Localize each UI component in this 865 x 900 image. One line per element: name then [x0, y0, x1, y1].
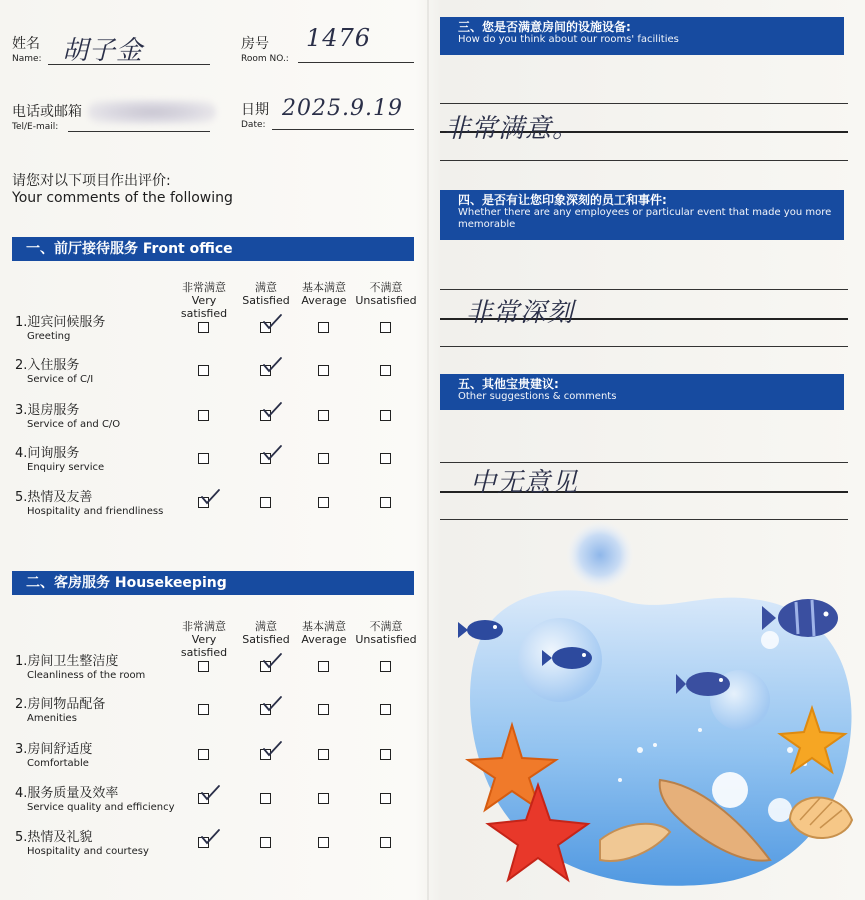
date-field-value[interactable]: 2025.9.19: [282, 96, 403, 121]
column-label-en: Unsatisfied: [355, 633, 417, 646]
rating-checkbox[interactable]: [380, 704, 391, 715]
column-label-cn: 满意: [255, 281, 277, 294]
checkmark-icon: [261, 444, 283, 462]
other-suggestions-answer[interactable]: 中无意见: [470, 468, 579, 498]
date-label: 日期: [241, 102, 269, 118]
rating-checkbox[interactable]: [260, 497, 271, 508]
rating-checkbox[interactable]: [318, 837, 329, 848]
rating-checkbox[interactable]: [318, 661, 329, 672]
row-label-cn: 4.服务质量及效率: [15, 786, 119, 801]
contact-label-en: Tel/E-mail:: [12, 122, 59, 132]
row-label-en: Amenities: [27, 713, 77, 724]
column-label-en: Unsatisfied: [355, 294, 417, 307]
contact-label: 电话或邮箱: [12, 104, 82, 120]
row-label-en: Comfortable: [27, 758, 89, 769]
column-label-en: Satisfied: [242, 633, 290, 646]
rating-checkbox[interactable]: [318, 749, 329, 760]
room-label: 房号: [241, 36, 269, 52]
housekeeping-column-header: [349, 620, 423, 646]
room-underline: [298, 62, 414, 63]
ocean-seashells-starfish-fish-icon: [440, 520, 865, 900]
rating-checkbox[interactable]: [318, 704, 329, 715]
memorable-line-1: [440, 289, 848, 290]
date-underline: [272, 129, 414, 130]
row-label-en: Greeting: [27, 331, 71, 342]
row-label-en: Service of and C/O: [27, 419, 121, 430]
facilities-line-1: [440, 103, 848, 104]
row-label-cn: 4.问询服务: [15, 446, 80, 461]
rating-checkbox[interactable]: [318, 365, 329, 376]
row-label-cn: 3.房间舒适度: [15, 742, 93, 757]
checkmark-icon: [261, 401, 283, 419]
rating-checkbox[interactable]: [198, 365, 209, 376]
memorable-answer[interactable]: 非常深刻: [466, 298, 575, 328]
row-label-cn: 1.房间卫生整洁度: [15, 654, 119, 669]
checkmark-icon: [261, 313, 283, 331]
checkmark-icon: [199, 828, 221, 846]
rating-checkbox[interactable]: [260, 837, 271, 848]
row-label-cn: 5.热情及友善: [15, 490, 93, 505]
row-label-cn: 3.退房服务: [15, 403, 80, 418]
column-label-cn: 满意: [255, 620, 277, 633]
rating-checkbox[interactable]: [380, 497, 391, 508]
column-label-cn: 基本满意: [302, 281, 346, 294]
column-label-cn: 基本满意: [302, 620, 346, 633]
rating-checkbox[interactable]: [318, 322, 329, 333]
checkmark-icon: [199, 488, 221, 506]
column-label-cn: 非常满意: [182, 620, 226, 633]
rating-checkbox[interactable]: [318, 793, 329, 804]
facilities-header: [440, 17, 844, 55]
rating-checkbox[interactable]: [380, 749, 391, 760]
rating-checkbox[interactable]: [260, 793, 271, 804]
page-fold: [427, 0, 429, 900]
front-office-column-header: [349, 281, 423, 307]
other-suggestions-subtitle: Other suggestions & comments: [458, 391, 617, 402]
rating-checkbox[interactable]: [318, 497, 329, 508]
checkmark-icon: [261, 356, 283, 374]
row-label-en: Cleanliness of the room: [27, 670, 146, 681]
rating-checkbox[interactable]: [198, 410, 209, 421]
front-office-header: [12, 237, 414, 261]
rating-checkbox[interactable]: [380, 365, 391, 376]
checkmark-icon: [261, 740, 283, 758]
row-label-cn: 2.入住服务: [15, 358, 80, 373]
memorable-line-3: [440, 346, 848, 347]
facilities-subtitle: How do you think about our rooms' facilities: [458, 34, 679, 45]
checkmark-icon: [261, 695, 283, 713]
rating-checkbox[interactable]: [380, 837, 391, 848]
rating-checkbox[interactable]: [380, 410, 391, 421]
column-label-cn: 不满意: [369, 281, 403, 294]
rating-checkbox[interactable]: [380, 322, 391, 333]
checkmark-icon: [261, 652, 283, 670]
rating-checkbox[interactable]: [198, 661, 209, 672]
column-label-en: Average: [301, 294, 347, 307]
date-label-en: Date:: [241, 120, 266, 130]
room-field-value[interactable]: 1476: [306, 24, 372, 52]
facilities-line-3: [440, 160, 848, 161]
column-label-en: Average: [301, 633, 347, 646]
row-label-cn: 2.房间物品配备: [15, 697, 106, 712]
other-suggestions-header: [440, 374, 844, 410]
row-label-en: Hospitality and friendliness: [27, 506, 164, 517]
row-label-en: Hospitality and courtesy: [27, 846, 149, 857]
intro-text: 请您对以下项目作出评价:: [12, 173, 171, 189]
rating-checkbox[interactable]: [198, 322, 209, 333]
column-label-cn: 非常满意: [182, 281, 226, 294]
facilities-title: 三、您是否满意房间的设施设备:: [458, 20, 631, 34]
contact-redacted-value[interactable]: [88, 100, 216, 124]
column-label-cn: 不满意: [369, 620, 403, 633]
memorable-header: [440, 190, 844, 240]
name-label: 姓名: [12, 36, 40, 52]
memorable-subtitle: Whether there are any employees or particular event that made you more memorable: [458, 207, 832, 230]
front-office-title: 一、前厅接待服务 Front office: [26, 241, 233, 257]
checkmark-icon: [199, 784, 221, 802]
rating-checkbox[interactable]: [198, 749, 209, 760]
facilities-answer[interactable]: 非常满意。: [444, 114, 580, 144]
rating-checkbox[interactable]: [380, 453, 391, 464]
contact-underline: [68, 131, 210, 132]
row-label-en: Enquiry service: [27, 462, 105, 473]
column-label-en: Very satisfied: [180, 633, 228, 659]
rating-checkbox[interactable]: [198, 704, 209, 715]
rating-checkbox[interactable]: [318, 410, 329, 421]
housekeeping-title: 二、客房服务 Housekeeping: [26, 575, 227, 591]
other-suggestions-title: 五、其他宝贵建议:: [458, 377, 559, 391]
name-label-en: Name:: [12, 54, 42, 64]
rating-checkbox[interactable]: [380, 793, 391, 804]
memorable-title: 四、是否有让您印象深刻的员工和事件:: [458, 193, 667, 207]
name-field-value[interactable]: 胡子金: [62, 36, 144, 66]
row-label-cn: 5.热情及礼貌: [15, 830, 93, 845]
column-label-en: Very satisfied: [180, 294, 228, 320]
rating-checkbox[interactable]: [318, 453, 329, 464]
rating-checkbox[interactable]: [380, 661, 391, 672]
column-label-en: Satisfied: [242, 294, 290, 307]
rating-checkbox[interactable]: [198, 453, 209, 464]
housekeeping-header: [12, 571, 414, 595]
room-label-en: Room NO.:: [241, 54, 289, 64]
row-label-en: Service of C/I: [27, 374, 94, 385]
intro-text-en: Your comments of the following: [12, 190, 233, 206]
row-label-cn: 1.迎宾问候服务: [15, 315, 106, 330]
row-label-en: Service quality and efficiency: [27, 802, 175, 813]
